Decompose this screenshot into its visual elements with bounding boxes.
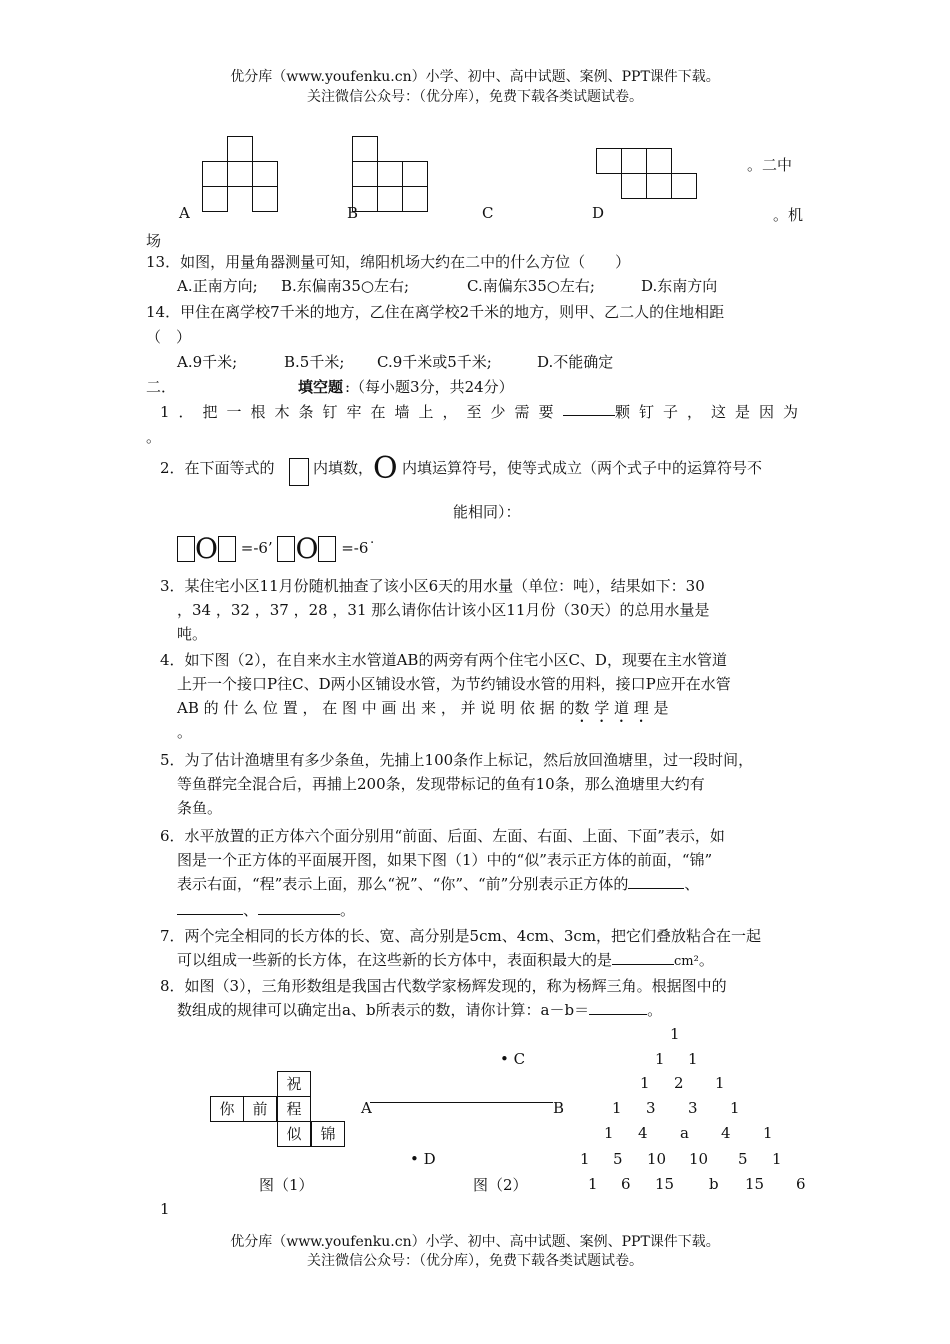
fill-q4-line-2: 上开一个接口P往C、D两小区铺设水管，为节约铺设水管的用料，接口P应开在水管 [177, 675, 731, 693]
fill-q1-blank[interactable] [563, 400, 615, 416]
side-text-ji: 。机 [773, 206, 804, 224]
yanghui-number: 1 [730, 1099, 740, 1117]
fill-q7-line-2 [177, 948, 714, 974]
yanghui-number: 6 [621, 1175, 631, 1193]
fill-q4-line-3 [177, 696, 669, 726]
section-number: 二． [146, 378, 177, 396]
side-text-chang: 场 [146, 232, 162, 250]
yanghui-number: 1 [772, 1150, 782, 1168]
q14-stem-2: （ ） [146, 328, 192, 346]
fill-q7-blank[interactable] [612, 949, 674, 965]
fill-q8-line-2 [177, 998, 662, 1022]
yanghui-number: 3 [688, 1099, 698, 1117]
fill-q6-blank-1[interactable] [628, 873, 684, 889]
q14-stem: 14．甲住在离学校7千米的地方，乙住在离学校2千米的地方，则甲、乙二人的住地相距 [146, 303, 725, 321]
yanghui-number: 10 [689, 1150, 709, 1168]
fill-q5-line-3: 条鱼。 [177, 799, 223, 817]
box-symbol [289, 458, 309, 486]
yanghui-number: 1 [655, 1050, 665, 1068]
q14-option-c: C.9千米或5千米; [377, 353, 492, 371]
fill-q7-end: 。 [698, 951, 714, 969]
equation-operator-circle[interactable]: O [195, 532, 218, 565]
fill-q1-part-a: 1．把一根木条钉牢在墙上，至少需要 [160, 403, 563, 421]
yanghui-number: 1 [670, 1025, 680, 1043]
equation-2-rhs: =-6˙ [341, 539, 376, 557]
fill-q2-part-b: 内填数， [313, 459, 374, 477]
yanghui-number: 1 [715, 1074, 725, 1092]
fill-q6-sep-2: 、 [243, 901, 259, 919]
yanghui-number: 1 [588, 1175, 598, 1193]
header-line-2: 关注微信公众号：（优分库），免费下载各类试题试卷。 [307, 89, 643, 105]
fill-q1-end: 。 [146, 428, 162, 446]
fill-q3-line-1: 3．某住宅小区11月份随机抽查了该小区6天的用水量（单位：吨），结果如下：30 [160, 577, 705, 595]
fill-q4-emphasis: 数 学 道 理 [574, 699, 649, 717]
fill-q2-equations [177, 533, 376, 563]
fill-q4-line-1: 4．如下图（2），在自来水主水管道AB的两旁有两个住宅小区C、D，现要在主水管道 [160, 651, 727, 669]
yanghui-number: 1 [763, 1124, 773, 1142]
net-cell-jin: 锦 [311, 1121, 345, 1147]
fill-q5-line-2: 等鱼群完全混合后，再捕上200条，发现带标记的鱼有10条，那么渔塘里大约有 [177, 775, 705, 793]
fill-q4-line-3-end: 是 [653, 699, 669, 717]
yanghui-number: 3 [646, 1099, 656, 1117]
equation-blank-box[interactable] [177, 536, 195, 562]
point-c: • C [500, 1050, 526, 1068]
fill-q6-line-3-text: 表示右面，“程”表示上面，那么“祝”、“你”、“前”分别表示正方体的 [177, 875, 629, 893]
fill-q6-line-2: 图是一个正方体的平面展开图，如果下图（1）中的“似”表示正方体的前面，“锦” [177, 851, 713, 869]
option-label-b: B [347, 204, 359, 222]
yanghui-number: 15 [745, 1175, 765, 1193]
label-b: B [553, 1099, 565, 1117]
option-label-d: D [592, 204, 605, 222]
fill-q6-line-1: 6．水平放置的正方体六个面分别用“前面、后面、左面、右面、上面、下面”表示，如 [160, 827, 725, 845]
yanghui-number: 1 [604, 1124, 614, 1142]
fill-q8-line-2-text: 数组成的规律可以确定出a、b所表示的数，请你计算：a－b＝ [177, 1001, 590, 1019]
fill-q6-blank-2[interactable] [177, 899, 243, 915]
yanghui-number: 1 [688, 1050, 698, 1068]
circle-symbol: O [373, 451, 398, 486]
yanghui-number: 10 [647, 1150, 667, 1168]
equation-1-rhs: =-6’ [240, 539, 273, 557]
fill-q1-line [160, 400, 807, 424]
yanghui-wrap-number: 1 [160, 1200, 170, 1218]
option-label-c: C [482, 204, 494, 222]
fill-q6-line-4 [177, 898, 355, 922]
yanghui-unknown-b: b [709, 1175, 719, 1193]
q13-option-a: A.正南方向; [177, 277, 258, 295]
fill-q3-line-2: ，34 ，32 ，37 ，28 ，31 那么请你估计该小区11月份（30天）的总用水量是 [177, 601, 710, 619]
net-cell-zhu: 祝 [277, 1071, 311, 1097]
yanghui-number: 1 [580, 1150, 590, 1168]
footer-line-2: 关注微信公众号：（优分库），免费下载各类试题试卷。 [307, 1253, 643, 1269]
section-note: :（每小题3分，共24分） [345, 378, 514, 396]
yanghui-unknown-a: a [680, 1124, 689, 1142]
fill-q6-blank-3[interactable] [258, 899, 340, 915]
q14-option-d: D.不能确定 [537, 353, 614, 371]
fill-q4-line-3-text: AB 的 什 么 位 置 ， 在 图 中 画 出 来 ， 并 说 明 依 据 的 [177, 699, 575, 717]
net-cell-ni: 你 [210, 1096, 244, 1122]
yanghui-number: 1 [640, 1074, 650, 1092]
fill-q8-end: 。 [647, 1001, 663, 1019]
net-cell-si: 似 [277, 1121, 311, 1147]
equation-blank-box[interactable] [277, 536, 295, 562]
yanghui-number: 2 [674, 1074, 684, 1092]
point-d: • D [410, 1150, 436, 1168]
net-cell-qian: 前 [243, 1096, 277, 1122]
yanghui-number: 4 [638, 1124, 648, 1142]
net-cell-cheng: 程 [277, 1096, 311, 1122]
fill-q2-part-d: 能相同）： [453, 503, 521, 521]
fill-q3-line-3: 吨。 [177, 625, 208, 643]
header-line-1: 优分库（www.youfenku.cn）小学、初中、高中试题、案例、PPT课件下载。 [230, 69, 720, 85]
fill-q2-part-a: 2．在下面等式的 [160, 459, 275, 477]
yanghui-number: 5 [613, 1150, 623, 1168]
figure-1-caption: 图（1） [259, 1176, 314, 1194]
yanghui-number: 6 [796, 1175, 806, 1193]
section-title: 填空题 [298, 378, 344, 396]
side-text-erzhong: 。二中 [747, 156, 793, 174]
fill-q8-line-1: 8．如图（3），三角形数组是我国古代数学家杨辉发现的，称为杨辉三角。根据图中的 [160, 977, 727, 995]
q14-option-a: A.9千米; [177, 353, 238, 371]
q13-option-d: D.东南方向 [641, 277, 718, 295]
equation-blank-box[interactable] [318, 536, 336, 562]
fill-q7-line-2-text: 可以组成一些新的长方体，在这些新的长方体中，表面积最大的是 [177, 951, 613, 969]
fill-q8-blank[interactable] [589, 999, 647, 1015]
q13-option-c: C.南偏东35○左右; [467, 277, 595, 295]
q14-option-b: B.5千米; [284, 353, 345, 371]
label-a: A [361, 1099, 372, 1117]
yanghui-number: 4 [721, 1124, 731, 1142]
fill-q7-unit: cm² [674, 954, 699, 969]
q13-stem: 13．如图，用量角器测量可知，绵阳机场大约在二中的什么方位（ ） [146, 253, 631, 271]
fill-q7-line-1: 7．两个完全相同的长方体的长、宽、高分别是5cm、4cm、3cm，把它们叠放粘合在一起 [160, 927, 762, 945]
figure-2-caption: 图（2） [473, 1176, 528, 1194]
pipe-ab-line [370, 1102, 553, 1103]
option-label-a: A [179, 204, 190, 222]
yanghui-number: 5 [738, 1150, 748, 1168]
fill-q1-part-b: 颗钉子，这是因为 [614, 403, 807, 421]
equation-operator-circle[interactable]: O [295, 532, 319, 565]
fill-q6-sep-1: 、 [684, 875, 700, 893]
equation-blank-box[interactable] [218, 536, 236, 562]
fill-q6-line-3 [177, 872, 699, 896]
q13-option-b: B.东偏南35○左右; [281, 277, 410, 295]
fill-q6-end: 。 [340, 901, 356, 919]
yanghui-number: 15 [655, 1175, 675, 1193]
fill-q5-line-1: 5．为了估计渔塘里有多少条鱼，先捕上100条作上标记，然后放回渔塘里，过一段时间， [160, 751, 754, 769]
footer-line-1: 优分库（www.youfenku.cn）小学、初中、高中试题、案例、PPT课件下载。 [230, 1234, 720, 1250]
fill-q4-line-4: 。 [177, 723, 193, 741]
fill-q2-part-c: 内填运算符号，使等式成立（两个式子中的运算符号不 [402, 459, 763, 477]
yanghui-number: 1 [612, 1099, 622, 1117]
